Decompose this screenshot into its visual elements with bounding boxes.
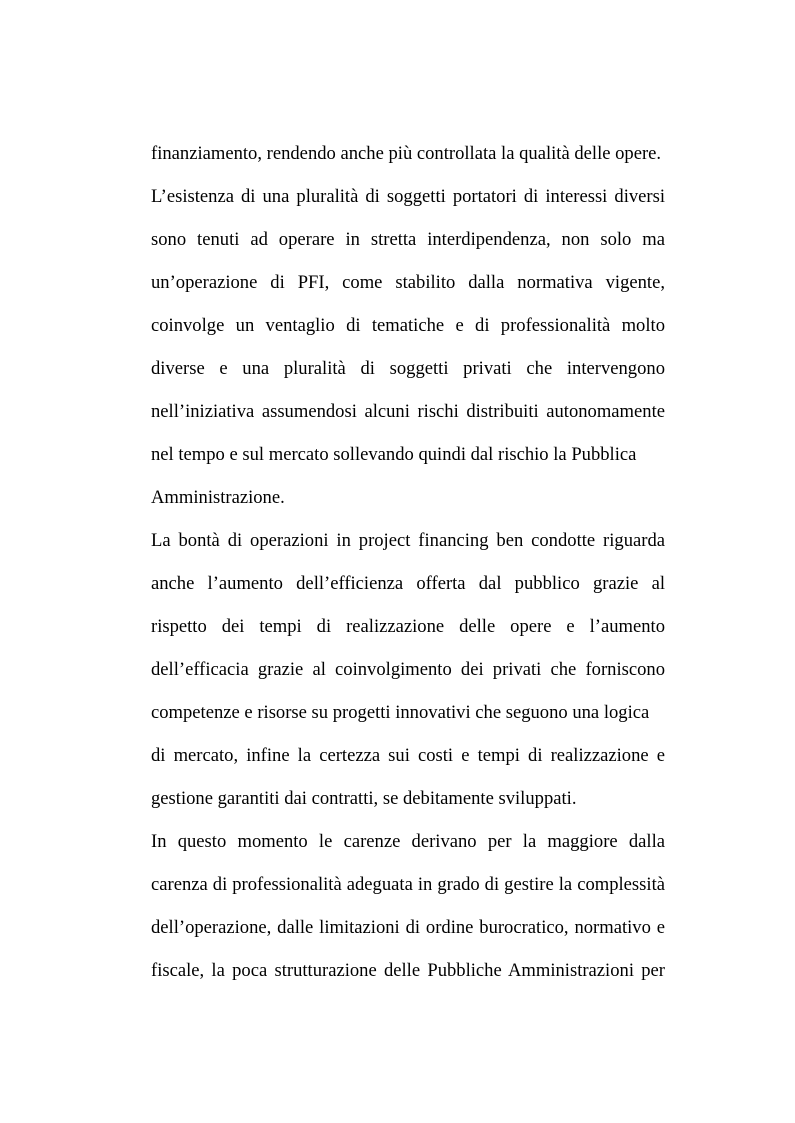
text-line: rispetto dei tempi di realizzazione delle opere e l’aumento <box>151 616 665 637</box>
text-line: anche l’aumento dell’efficienza offerta dal pubblico grazie al <box>151 573 665 594</box>
text-line: La bontà di operazioni in project financing ben condotte riguarda <box>151 530 665 551</box>
text-line: diverse e una pluralità di soggetti privati che intervengono <box>151 358 665 379</box>
text-line: nell’iniziativa assumendosi alcuni rischi distribuiti autonomamente <box>151 401 665 422</box>
text-line: fiscale, la poca strutturazione delle Pubbliche Amministrazioni per <box>151 960 665 981</box>
text-line: Amministrazione. <box>151 487 285 508</box>
text-line: L’esistenza di una pluralità di soggetti portatori di interessi diversi <box>151 186 665 207</box>
text-line: nel tempo e sul mercato sollevando quindi dal rischio la Pubblica <box>151 444 637 465</box>
text-line: competenze e risorse su progetti innovativi che seguono una logica <box>151 702 650 723</box>
text-line: gestione garantiti dai contratti, se debitamente sviluppati. <box>151 788 577 809</box>
text-line: dell’efficacia grazie al coinvolgimento dei privati che forniscono <box>151 659 665 680</box>
text-line: di mercato, infine la certezza sui costi e tempi di realizzazione e <box>151 745 665 766</box>
text-line: carenza di professionalità adeguata in grado di gestire la complessità <box>151 874 665 895</box>
text-line: In questo momento le carenze derivano per la maggiore dalla <box>151 831 665 852</box>
text-line: dell’operazione, dalle limitazioni di ordine burocratico, normativo e <box>151 917 665 938</box>
text-line: coinvolge un ventaglio di tematiche e di professionalità molto <box>151 315 665 336</box>
text-line: sono tenuti ad operare in stretta interdipendenza, non solo ma <box>151 229 665 250</box>
body-text <box>151 139 665 999</box>
text-line: un’operazione di PFI, come stabilito dalla normativa vigente, <box>151 272 665 293</box>
text-line: finanziamento, rendendo anche più controllata la qualità delle opere. <box>151 143 662 164</box>
